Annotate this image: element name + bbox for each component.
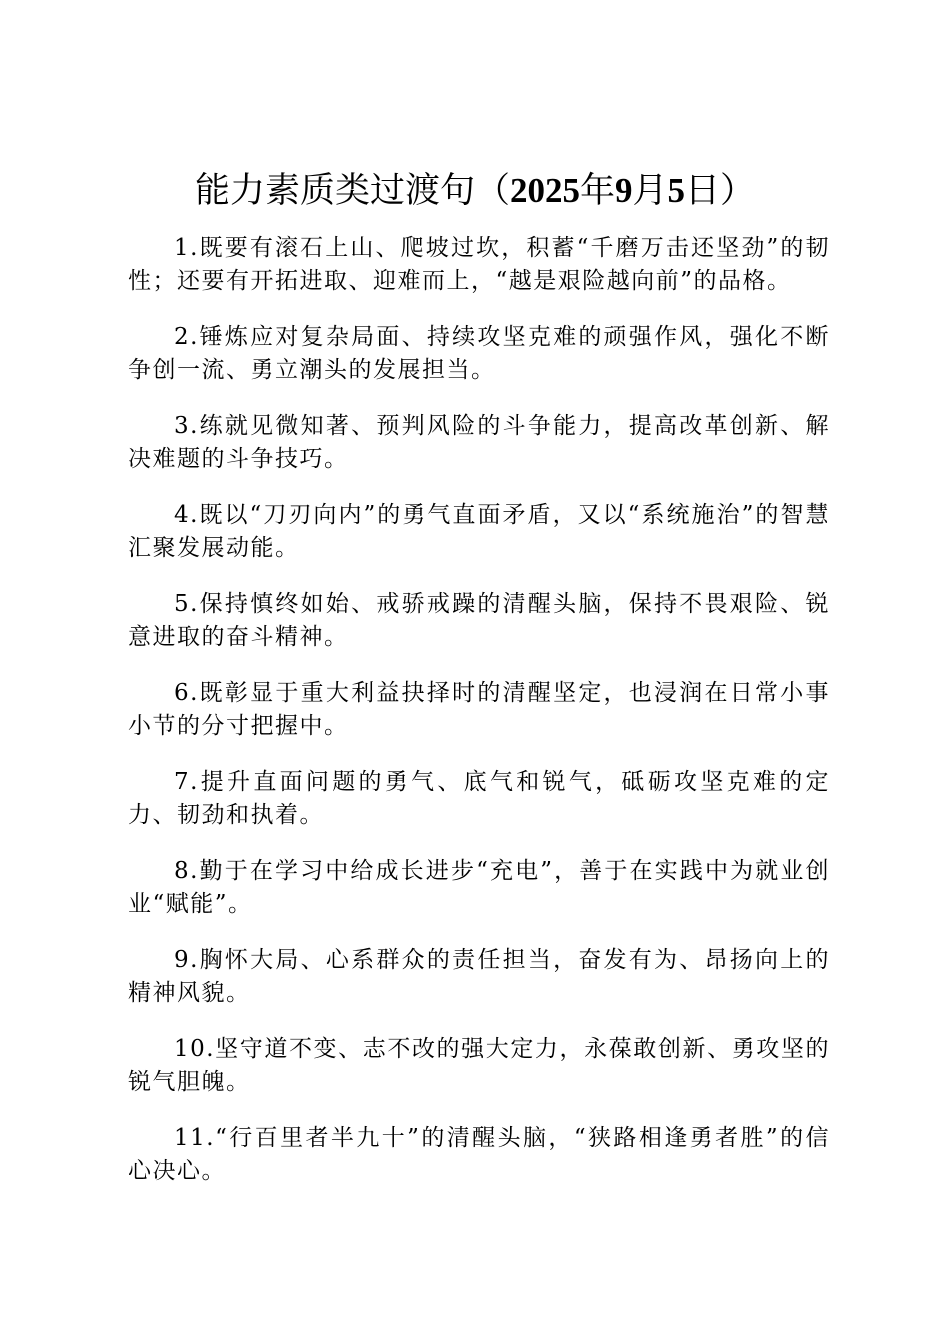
sentence-list (128, 232, 830, 1211)
list-item: 5.保持慎终如始、戒骄戒躁的清醒头脑，保持不畏艰险、锐意进取的奋斗精神。 (128, 591, 830, 650)
page-title (120, 166, 830, 216)
list-item: 1.既要有滚石上山、爬坡过坎，积蓄“千磨万击还坚劲”的韧性；还要有开拓进取、迎难而上，“越是艰险越向前”的品格。 (128, 235, 830, 294)
title-day-suffix: 日） (685, 171, 756, 211)
list-item: 6.既彰显于重大利益抉择时的清醒坚定，也浸润在日常小事小节的分寸把握中。 (128, 680, 830, 739)
title-month-suffix: 月 (632, 171, 668, 211)
title-year: 2025 (509, 171, 580, 210)
list-item: 4.既以“刀刃向内”的勇气直面矛盾，又以“系统施治”的智慧汇聚发展动能。 (128, 502, 830, 561)
list-item: 10.坚守道不变、志不改的强大定力，永葆敢创新、勇攻坚的锐气胆魄。 (128, 1036, 830, 1095)
title-day: 5 (667, 171, 686, 210)
list-item: 8.勤于在学习中给成长进步“充电”，善于在实践中为就业创业“赋能”。 (128, 858, 830, 917)
list-item: 7.提升直面问题的勇气、底气和锐气，砥砺攻坚克难的定力、韧劲和执着。 (128, 769, 830, 828)
list-item: 9.胸怀大局、心系群众的责任担当，奋发有为、昂扬向上的精神风貌。 (128, 947, 830, 1006)
list-item: 3.练就见微知著、预判风险的斗争能力，提高改革创新、解决难题的斗争技巧。 (128, 413, 830, 472)
list-item: 11.“行百里者半九十”的清醒头脑，“狭路相逢勇者胜”的信心决心。 (128, 1125, 830, 1184)
title-text: 能力素质类过渡句（ (194, 171, 510, 211)
title-year-suffix: 年 (579, 171, 615, 211)
title-month: 9 (615, 171, 633, 210)
list-item: 2.锤炼应对复杂局面、持续攻坚克难的顽强作风，强化不断争创一流、勇立潮头的发展担当。 (128, 324, 830, 383)
